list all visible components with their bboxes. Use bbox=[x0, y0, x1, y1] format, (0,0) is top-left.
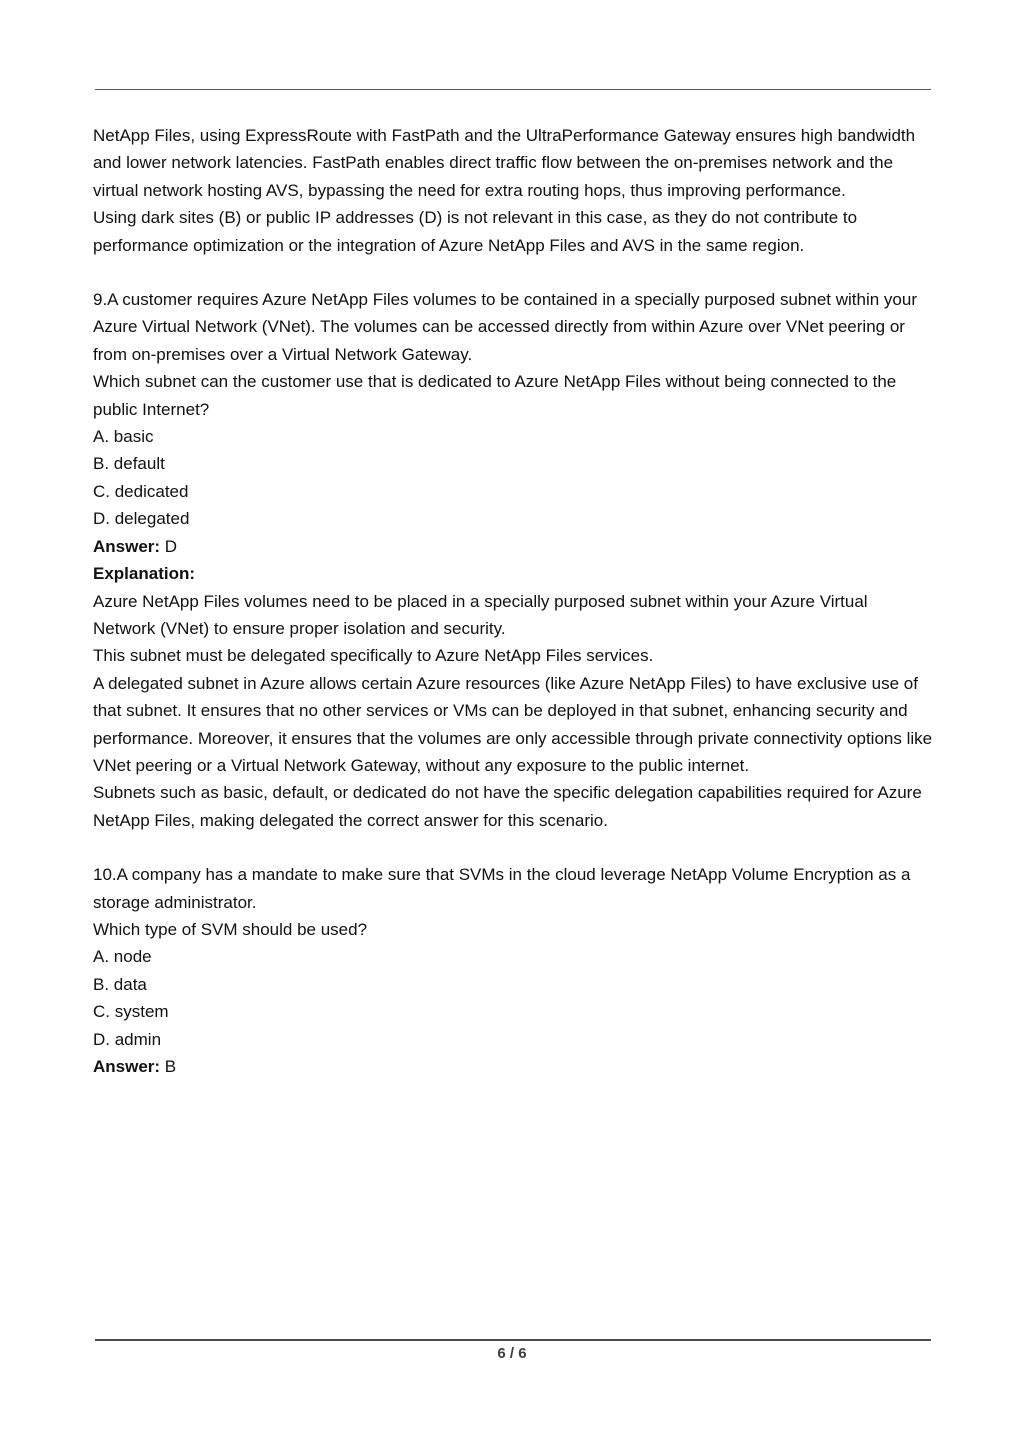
explanation-paragraph bbox=[93, 204, 934, 259]
text-run: B. data bbox=[93, 974, 147, 994]
text-run: NetApp Files, using ExpressRoute with FastPath and the UltraPerformance Gateway ensures high bandwidth and lower network latencies. FastPath enables direct traffic flow between the on-premises network and the virtual network hosting AVS, bypassing the need for extra routing hops, thus improving performance. bbox=[93, 126, 916, 200]
answer-option bbox=[93, 1026, 934, 1053]
question-text bbox=[93, 368, 934, 423]
text-run: Subnets such as basic, default, or dedicated do not have the specific delegation capabilities required for Azure NetApp Files, making delegated the correct answer for this scenario. bbox=[93, 783, 922, 830]
answer-option bbox=[93, 998, 934, 1025]
answer-line bbox=[93, 1053, 934, 1080]
explanation-paragraph bbox=[93, 122, 934, 204]
explanation-paragraph bbox=[93, 642, 934, 669]
explanation-paragraph bbox=[93, 670, 934, 780]
page-number: 6 / 6 bbox=[497, 1345, 527, 1362]
footer-divider bbox=[95, 1339, 931, 1341]
question-text bbox=[93, 286, 934, 368]
answer-option bbox=[93, 450, 934, 477]
explanation-paragraph bbox=[93, 779, 934, 834]
text-run: C. system bbox=[93, 1002, 169, 1022]
bold-text-run: Answer: bbox=[93, 536, 161, 556]
text-run: This subnet must be delegated specifically to Azure NetApp Files services. bbox=[93, 646, 654, 666]
text-run: D bbox=[160, 536, 178, 556]
text-run: 10.A company has a mandate to make sure that SVMs in the cloud leverage NetApp Volume Encryption as a storage administrator. bbox=[93, 865, 911, 912]
bold-text-run: Answer: bbox=[93, 1057, 161, 1076]
answer-option bbox=[93, 943, 934, 970]
text-run: Using dark sites (B) or public IP addresses (D) is not relevant in this case, as they do not contribute to performance optimization or the integration of Azure NetApp Files and AVS in the same region. bbox=[93, 208, 858, 255]
text-run: C. dedicated bbox=[93, 481, 189, 501]
text-run: 9.A customer requires Azure NetApp Files volumes to be contained in a specially purposed subnet within your Azure Virtual Network (VNet). The volumes can be accessed directly from within Azure over VNet peering or from on-premises over a Virtual Network Gateway. bbox=[93, 290, 918, 364]
question-text bbox=[93, 861, 934, 916]
explanation-heading bbox=[93, 560, 934, 587]
explanation-paragraph bbox=[93, 588, 934, 643]
text-run: Which subnet can the customer use that is dedicated to Azure NetApp Files without being connected to the public Internet? bbox=[93, 372, 897, 419]
question-text bbox=[93, 916, 934, 943]
text-run: D. delegated bbox=[93, 509, 190, 529]
text-run: A. node bbox=[93, 947, 152, 967]
answer-option bbox=[93, 971, 934, 998]
text-run: A delegated subnet in Azure allows certain Azure resources (like Azure NetApp Files) to have exclusive use of that subnet. It ensures that no other services or VMs can be deployed in that subnet, enhancing security and performance. Moreover, it ensures that the volumes are only accessible through private connectivity options like VNet peering or a Virtual Network Gateway, without any exposure to the public internet. bbox=[93, 673, 933, 775]
text-run: Which type of SVM should be used? bbox=[93, 919, 368, 939]
text-run: A. basic bbox=[93, 427, 154, 447]
text-run: D. admin bbox=[93, 1029, 162, 1049]
answer-option bbox=[93, 478, 934, 505]
header-divider bbox=[95, 89, 931, 90]
spacer bbox=[93, 834, 934, 861]
bold-text-run: Explanation: bbox=[93, 564, 196, 584]
spacer bbox=[93, 259, 934, 286]
text-run: Azure NetApp Files volumes need to be placed in a specially purposed subnet within your Azure Virtual Network (VNet) to ensure proper isolation and security. bbox=[93, 591, 868, 638]
answer-option bbox=[93, 423, 934, 450]
answer-option bbox=[93, 505, 934, 532]
text-run: B. default bbox=[93, 454, 165, 474]
text-run: B bbox=[160, 1057, 177, 1076]
document-body bbox=[93, 122, 934, 1080]
answer-line bbox=[93, 533, 934, 560]
